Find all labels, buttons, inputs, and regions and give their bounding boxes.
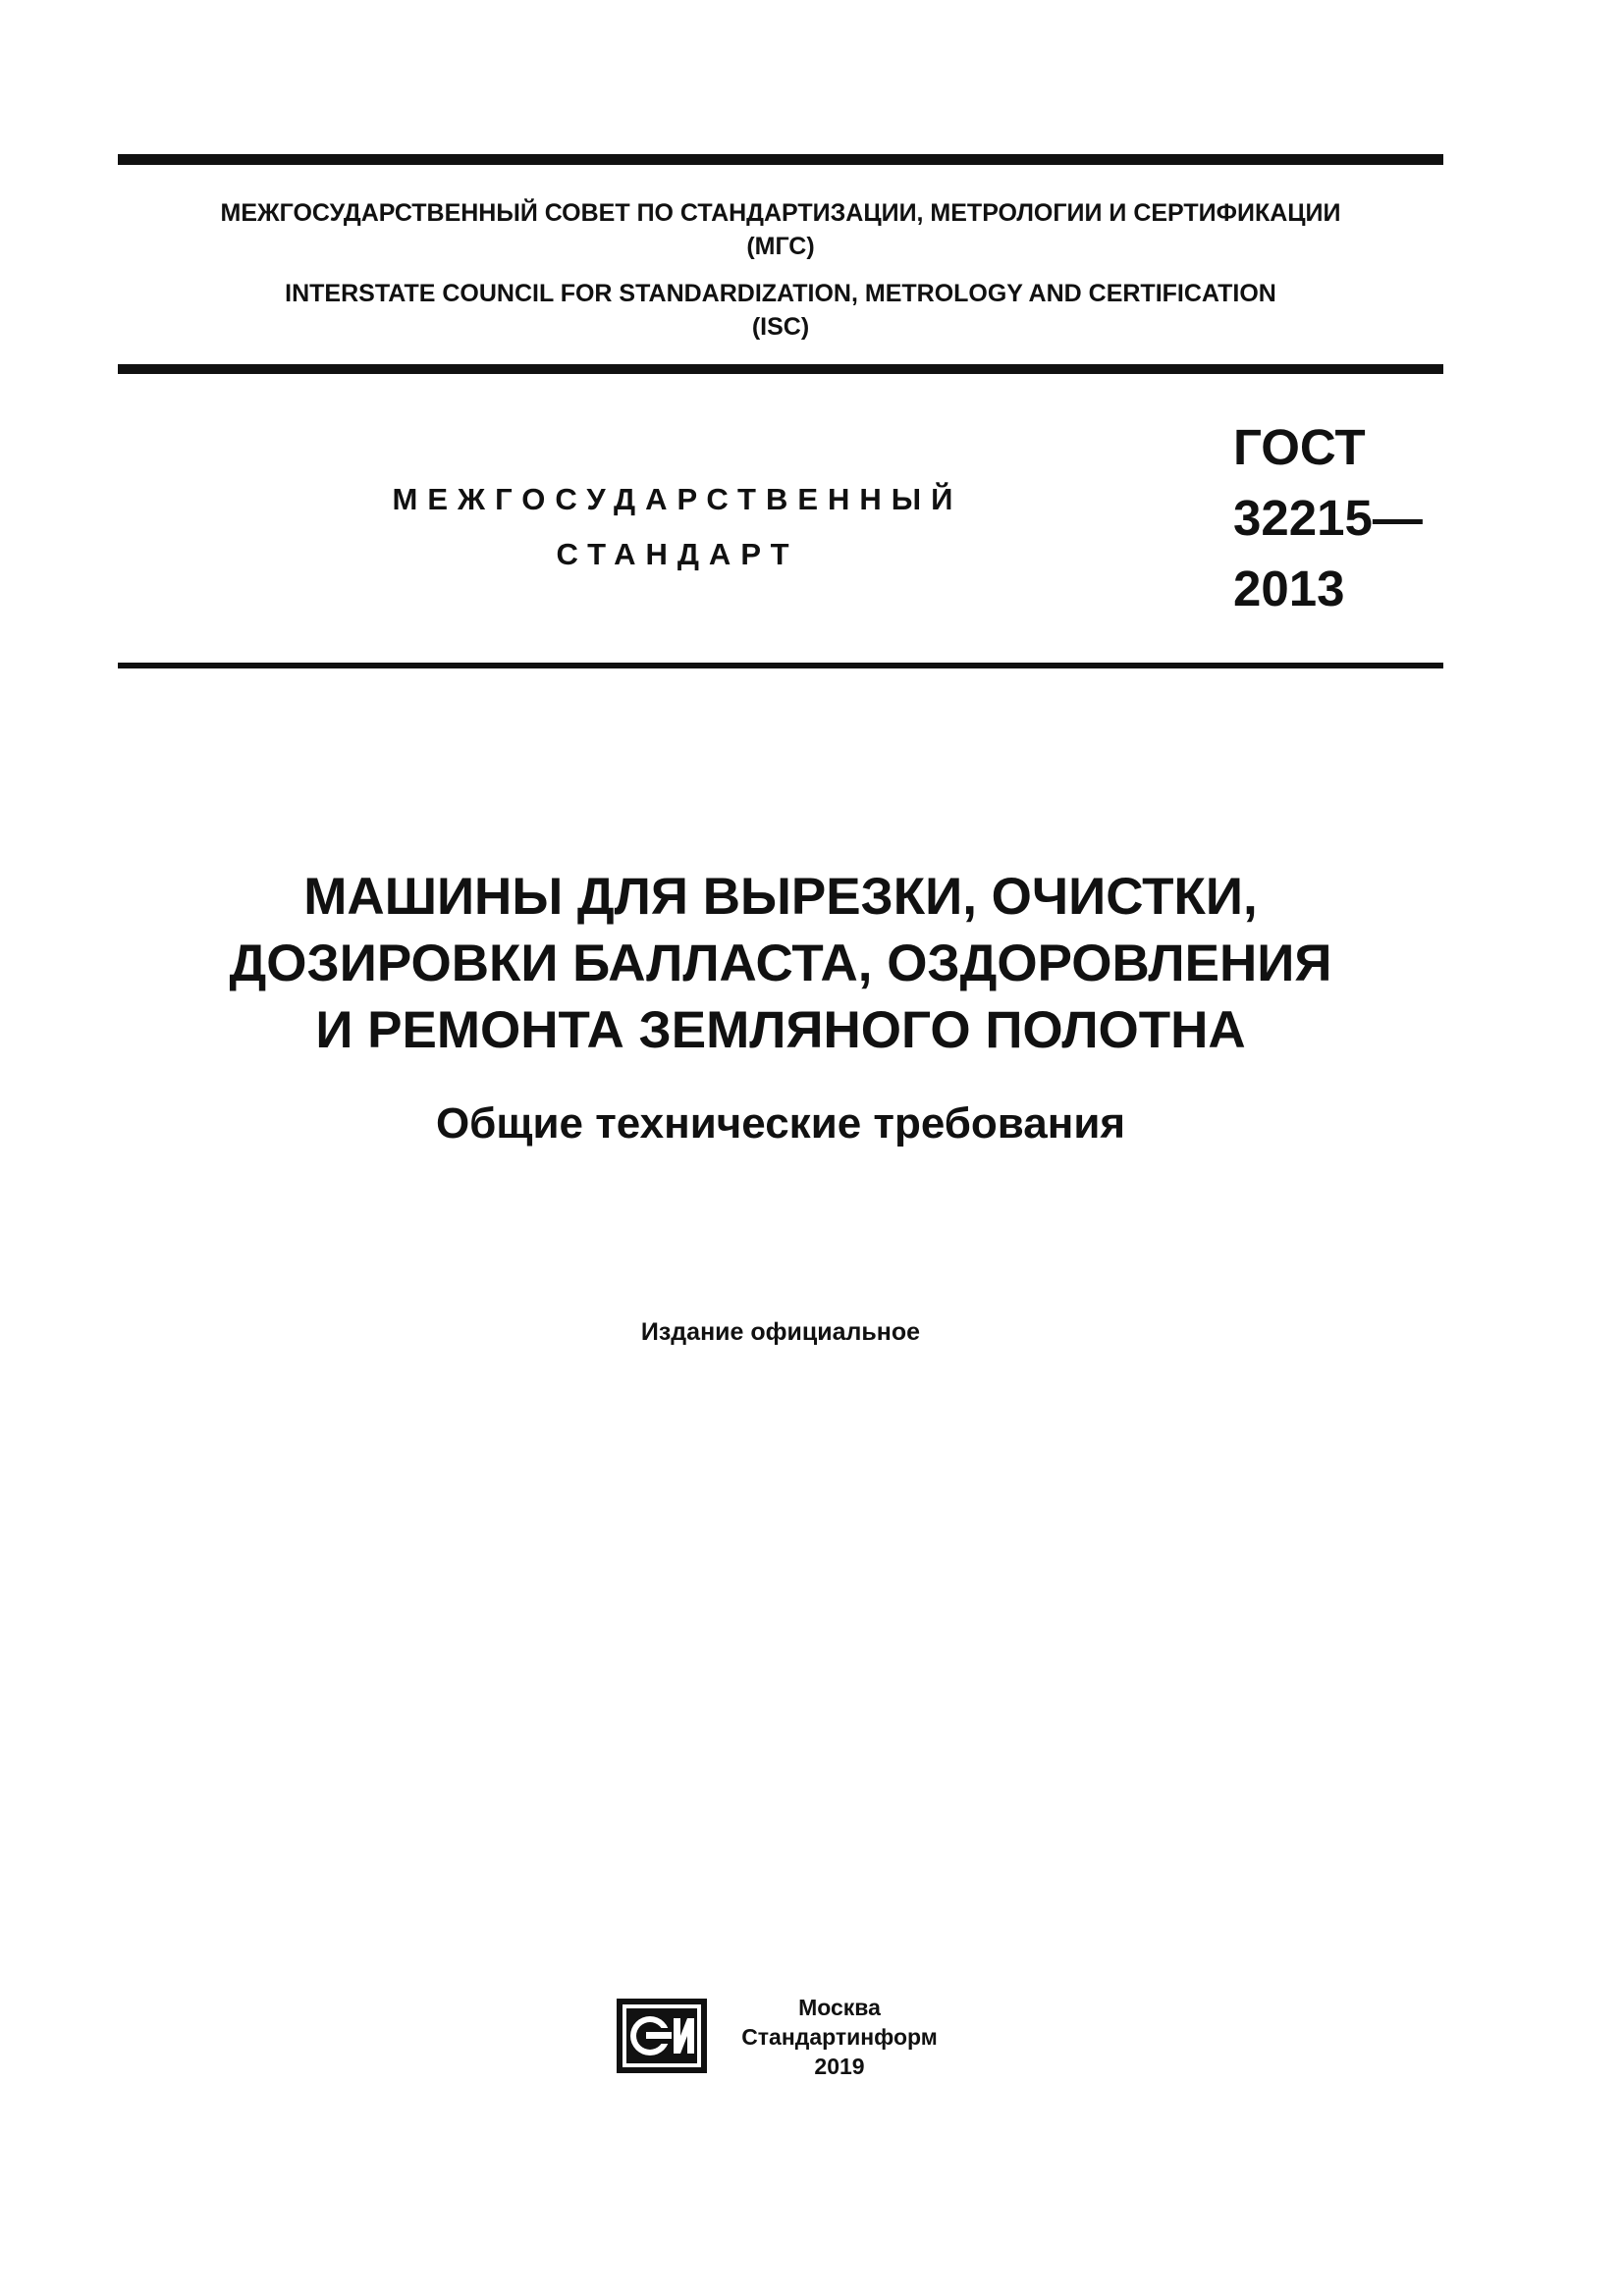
standard-designation-number: 32215— xyxy=(1233,490,1423,546)
council-name-en xyxy=(118,277,1443,344)
top-rule xyxy=(118,154,1443,165)
document-subtitle: Общие технические требования xyxy=(435,1099,1126,1148)
council-abbr-en: (ISC) xyxy=(751,313,810,341)
publisher-year: 2019 xyxy=(814,2054,865,2079)
standard-kind-line-2: СТАНДАРТ xyxy=(556,537,799,571)
middle-rule xyxy=(118,364,1443,374)
document-title-line-1: МАШИНЫ ДЛЯ ВЫРЕЗКИ, ОЧИСТКИ, xyxy=(303,868,1258,926)
council-abbr-ru: (МГС) xyxy=(746,233,815,260)
council-name-ru xyxy=(118,196,1443,263)
document-title-line-3: И РЕМОНТА ЗЕМЛЯНОГО ПОЛОТНА xyxy=(315,1001,1246,1059)
standard-kind-line-1: МЕЖГОСУДАРСТВЕННЫЙ xyxy=(392,482,963,516)
standard-designation-prefix: ГОСТ xyxy=(1233,419,1366,475)
document-title-line-2: ДОЗИРОВКИ БАЛЛАСТА, ОЗДОРОВЛЕНИЯ xyxy=(229,934,1332,992)
council-name-en-line: INTERSTATE COUNCIL FOR STANDARDIZATION, METROLOGY AND CERTIFICATION xyxy=(285,280,1276,307)
standard-designation-year: 2013 xyxy=(1233,561,1345,616)
publisher-city: Москва xyxy=(798,1995,881,2020)
council-name-ru-line: МЕЖГОСУДАРСТВЕННЫЙ СОВЕТ ПО СТАНДАРТИЗАЦИИ, МЕТРОЛОГИИ И СЕРТИФИКАЦИИ xyxy=(220,199,1341,227)
standartinform-logo-icon xyxy=(617,1999,707,2073)
bottom-rule xyxy=(118,663,1443,668)
publisher-imprint xyxy=(722,1993,957,2081)
publisher-name: Стандартинформ xyxy=(741,2024,938,2050)
document-title xyxy=(118,864,1443,1064)
standard-kind xyxy=(295,472,1060,582)
standard-designation xyxy=(1233,412,1423,624)
edition-label: Издание официальное xyxy=(640,1318,921,1346)
